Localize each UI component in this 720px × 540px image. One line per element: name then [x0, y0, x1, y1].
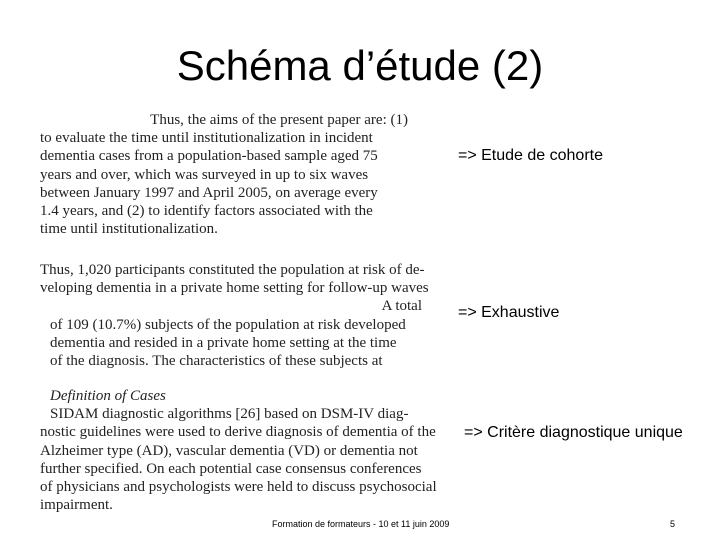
excerpt-line: veloping dementia in a private home setting for follow-up waves — [40, 280, 429, 297]
excerpt-line: of physicians and psychologists were held to discuss psychosocial — [40, 479, 437, 496]
excerpt-heading: Definition of Cases — [50, 388, 166, 404]
article-excerpt-aims — [40, 111, 408, 238]
excerpt-line: time until institutionalization. — [40, 221, 218, 238]
excerpt-line: Thus, 1,020 participants constituted the population at risk of de- — [40, 262, 425, 278]
excerpt-line: dementia cases from a population-based sample aged 75 — [40, 148, 378, 165]
slide-title: Schéma d’étude (2) — [176, 42, 544, 89]
excerpt-line: Thus, the aims of the present paper are: (1) — [150, 112, 408, 128]
article-excerpt-population — [40, 261, 429, 370]
excerpt-line: 1.4 years, and (2) to identify factors associated with the — [40, 203, 373, 220]
excerpt-line: further specified. On each potential case consensus conferences — [40, 460, 422, 477]
excerpt-line: between January 1997 and April 2005, on average every — [40, 184, 378, 201]
note-cohort-study: => Etude de cohorte — [458, 147, 603, 164]
excerpt-line: SIDAM diagnostic algorithms [26] based on DSM-IV diag- — [50, 406, 409, 423]
slide-footer: Formation de formateurs - 10 et 11 juin 2009 — [272, 519, 450, 529]
excerpt-line: years and over, which was surveyed in up to six waves — [40, 166, 369, 183]
slide-page-number: 5 — [670, 519, 676, 529]
excerpt-line: of the diagnosis. The characteristics of these subjects at — [50, 353, 383, 370]
excerpt-line: Alzheimer type (AD), vascular dementia (VD) or dementia not — [40, 442, 418, 459]
article-excerpt-case-definition — [40, 387, 437, 514]
note-exhaustive: => Exhaustive — [458, 304, 560, 321]
excerpt-line: impairment. — [40, 497, 113, 514]
excerpt-line: to evaluate the time until institutionalization in incident — [40, 130, 373, 147]
excerpt-line: nostic guidelines were used to derive diagnosis of dementia of the — [40, 424, 436, 441]
excerpt-line: dementia and resided in a private home setting at the time — [50, 334, 397, 351]
note-single-diagnostic-criterion: => Critère diagnostique unique — [464, 424, 683, 441]
excerpt-line: A total — [381, 298, 422, 315]
excerpt-line: of 109 (10.7%) subjects of the population at risk developed — [50, 316, 406, 333]
